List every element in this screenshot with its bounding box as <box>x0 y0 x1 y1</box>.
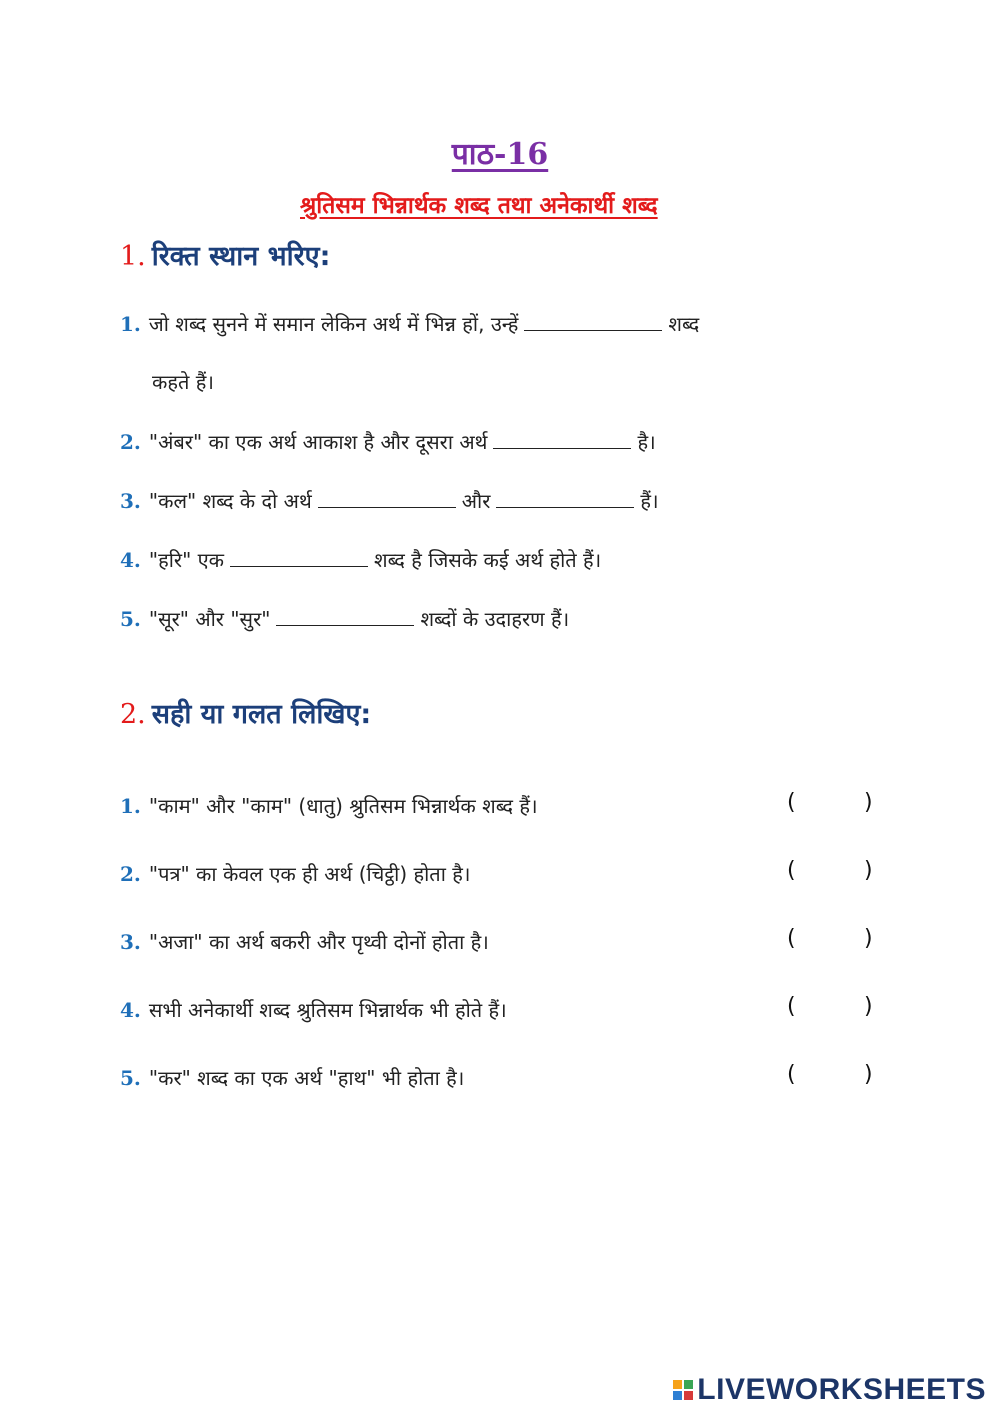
logo-text: LIVEWORKSHEETS <box>697 1373 986 1406</box>
answer-blank[interactable] <box>230 548 368 567</box>
open-paren: ( <box>787 926 796 951</box>
fill-question-4 <box>120 546 601 573</box>
answer-blank[interactable] <box>493 430 631 449</box>
question-text: जो शब्द सुनने में समान लेकिन अर्थ में भिन्न हों, उन्हें <box>148 312 519 336</box>
question-text: "अजा" का अर्थ बकरी और पृथ्वी दोनों होता है। <box>148 930 489 954</box>
fill-question-1-continued: कहते हैं। <box>152 370 214 394</box>
question-text: "अंबर" का एक अर्थ आकाश है और दूसरा अर्थ <box>148 430 488 454</box>
question-text-end: शब्द है जिसके कई अर्थ होते हैं। <box>374 548 602 572</box>
open-paren: ( <box>787 790 796 815</box>
section2-heading-text: सही या गलत लिखिए: <box>151 699 372 730</box>
answer-blank-1[interactable] <box>318 489 456 508</box>
section1-heading <box>120 236 330 273</box>
question-text: "हरि" एक <box>148 548 225 572</box>
answer-box[interactable] <box>802 994 860 1024</box>
question-number: 5. <box>120 607 141 631</box>
question-number: 2. <box>120 862 141 886</box>
fill-question-5 <box>120 605 569 632</box>
question-text-end: शब्द <box>668 312 700 336</box>
question-number: 2. <box>120 430 141 454</box>
question-number: 4. <box>120 548 141 572</box>
section1-number: 1. <box>120 241 146 272</box>
question-number: 1. <box>120 312 141 336</box>
section2-number: 2. <box>120 699 146 730</box>
lesson-title: पाठ-16 <box>451 137 549 172</box>
question-text-end: है। <box>637 430 656 454</box>
liveworksheets-logo <box>673 1374 986 1406</box>
true-false-question-5 <box>120 1064 464 1091</box>
answer-blank[interactable] <box>276 607 414 626</box>
answer-blank-2[interactable] <box>496 489 634 508</box>
open-paren: ( <box>787 1062 796 1087</box>
fill-question-2 <box>120 428 656 455</box>
logo-grid-icon <box>673 1380 693 1400</box>
question-number: 1. <box>120 794 141 818</box>
question-number: 4. <box>120 998 141 1022</box>
close-paren: ) <box>864 858 873 883</box>
close-paren: ) <box>864 994 873 1019</box>
answer-box[interactable] <box>802 926 860 956</box>
answer-box[interactable] <box>802 1062 860 1092</box>
answer-blank[interactable] <box>524 312 662 331</box>
close-paren: ) <box>864 1062 873 1087</box>
answer-box[interactable] <box>802 858 860 888</box>
question-text: "काम" और "काम" (धातु) श्रुतिसम भिन्नार्थक शब्द हैं। <box>148 794 538 818</box>
true-false-question-2 <box>120 860 470 887</box>
true-false-question-3 <box>120 928 489 955</box>
question-number: 5. <box>120 1066 141 1090</box>
close-paren: ) <box>864 790 873 815</box>
question-text-mid: और <box>461 489 491 513</box>
fill-question-1 <box>120 310 699 337</box>
question-number: 3. <box>120 489 141 513</box>
close-paren: ) <box>864 926 873 951</box>
lesson-subtitle: श्रुतिसम भिन्नार्थक शब्द तथा अनेकार्थी शब्द <box>300 193 658 219</box>
question-text-end: हैं। <box>640 489 659 513</box>
open-paren: ( <box>787 858 796 883</box>
section2-heading <box>120 694 371 731</box>
question-text: सभी अनेकार्थी शब्द श्रुतिसम भिन्नार्थक भी होते हैं। <box>148 998 507 1022</box>
question-text-end: शब्दों के उदाहरण हैं। <box>420 607 570 631</box>
true-false-question-1 <box>120 792 538 819</box>
question-text: "सूर" और "सुर" <box>148 607 271 631</box>
question-text: "कल" शब्द के दो अर्थ <box>148 489 312 513</box>
fill-question-3 <box>120 487 659 514</box>
section1-heading-text: रिक्त स्थान भरिए: <box>151 241 331 272</box>
open-paren: ( <box>787 994 796 1019</box>
question-number: 3. <box>120 930 141 954</box>
question-text: "पत्र" का केवल एक ही अर्थ (चिट्ठी) होता है। <box>148 862 471 886</box>
question-text: "कर" शब्द का एक अर्थ "हाथ" भी होता है। <box>148 1066 465 1090</box>
true-false-question-4 <box>120 996 507 1023</box>
answer-box[interactable] <box>802 790 860 820</box>
